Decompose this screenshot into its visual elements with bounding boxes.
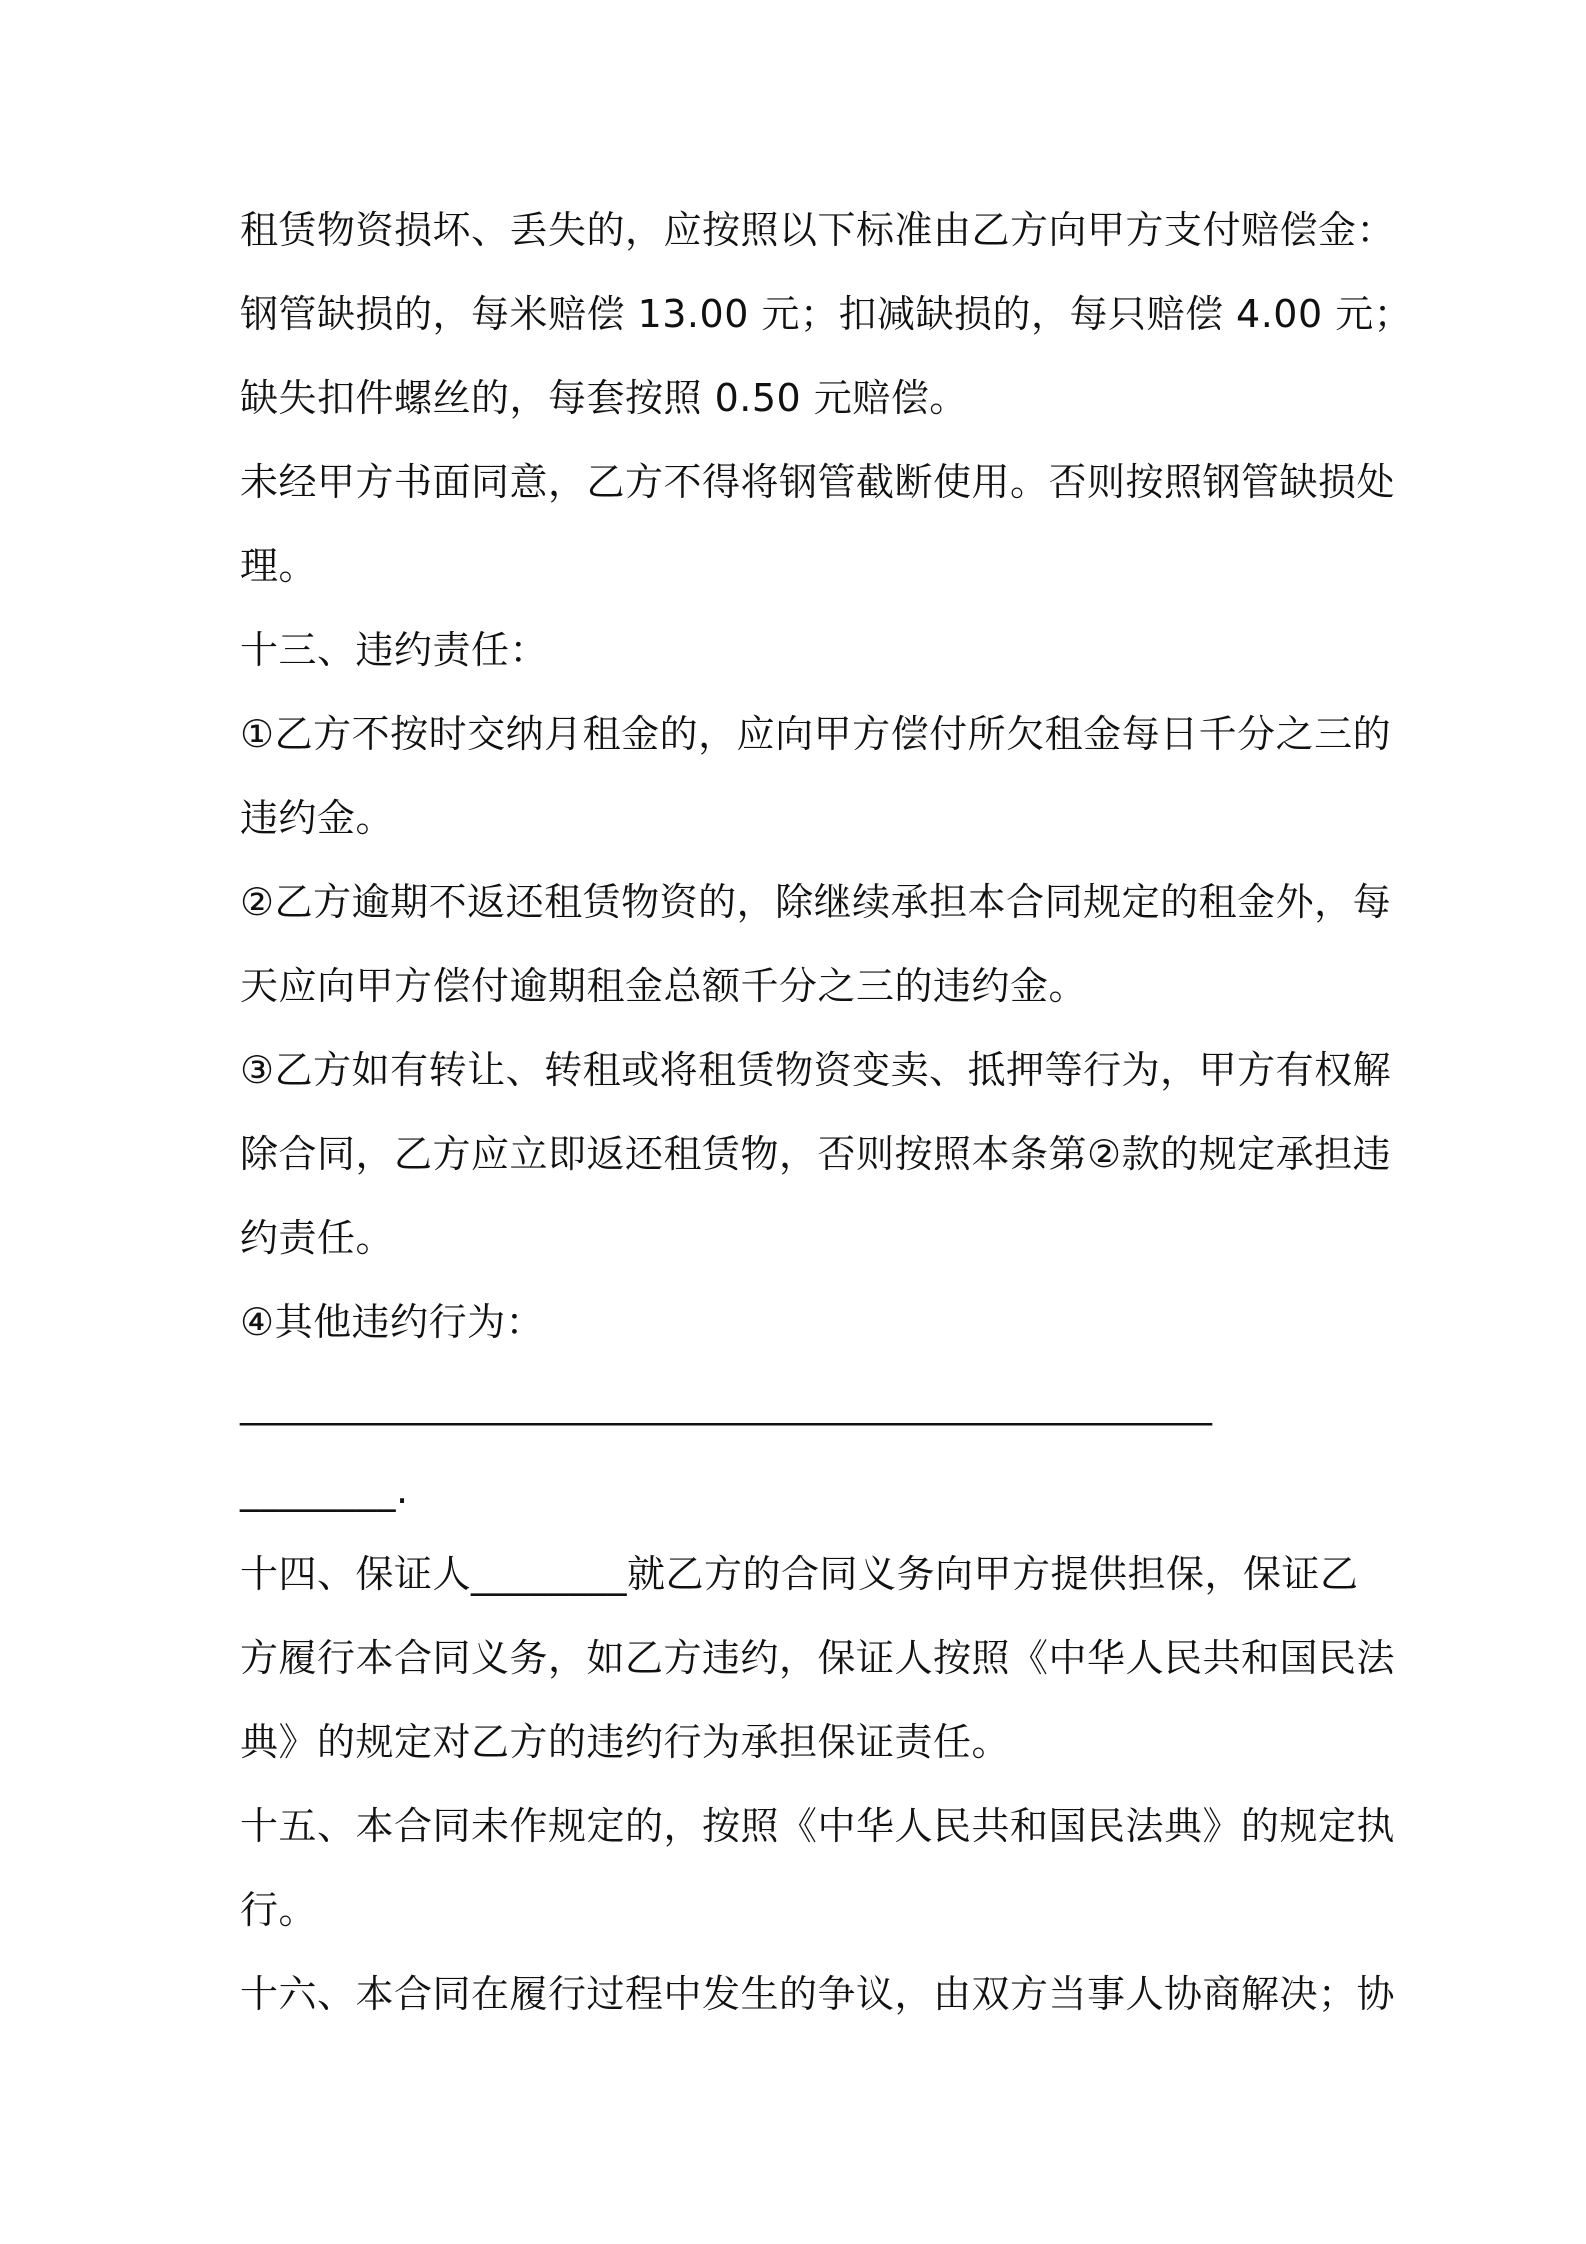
text-line: 未经甲方书面同意，乙方不得将钢管截断使用。否则按照钢管缺损处	[240, 460, 1396, 504]
text-line: 十五、本合同未作规定的，按照《中华人民共和国民法典》的规定执	[240, 1804, 1396, 1848]
text-line: 十四、保证人________就乙方的合同义务向甲方提供担保，保证乙	[240, 1552, 1359, 1596]
text-line: ①乙方不按时交纳月租金的，应向甲方偿付所欠租金每日千分之三的	[240, 712, 1392, 756]
text-line: ②乙方逾期不返还租赁物资的，除继续承担本合同规定的租金外，每	[240, 880, 1392, 924]
text-line: 理。	[240, 544, 318, 588]
text-line: 十六、本合同在履行过程中发生的争议，由双方当事人协商解决；协	[240, 1972, 1396, 2016]
blank-fill-line: ________.	[240, 1468, 409, 1512]
text-line: 租赁物资损坏、丢失的，应按照以下标准由乙方向甲方支付赔偿金：	[240, 208, 1396, 252]
text-line: 天应向甲方偿付逾期租金总额千分之三的违约金。	[240, 964, 1088, 1008]
text-line: ④其他违约行为：	[240, 1300, 545, 1344]
blank-fill-line: ______________________________________________________	[240, 1385, 1212, 1426]
text-line: 行。	[240, 1888, 318, 1932]
text-line: 钢管缺损的，每米赔偿 13.00 元；扣减缺损的，每只赔偿 4.00 元；	[240, 292, 1413, 336]
text-line: 典》的规定对乙方的违约行为承担保证责任。	[240, 1720, 1011, 1764]
text-line: 方履行本合同义务，如乙方违约，保证人按照《中华人民共和国民法	[240, 1636, 1396, 1680]
text-line: ③乙方如有转让、转租或将租赁物资变卖、抵押等行为，甲方有权解	[240, 1048, 1392, 1092]
text-line: 缺失扣件螺丝的，每套按照 0.50 元赔偿。	[240, 376, 968, 420]
text-line: 约责任。	[240, 1216, 395, 1260]
text-line: 除合同，乙方应立即返还租赁物，否则按照本条第②款的规定承担违	[240, 1132, 1392, 1176]
text-line: 违约金。	[240, 796, 395, 840]
section-heading: 十三、违约责任：	[240, 628, 549, 672]
